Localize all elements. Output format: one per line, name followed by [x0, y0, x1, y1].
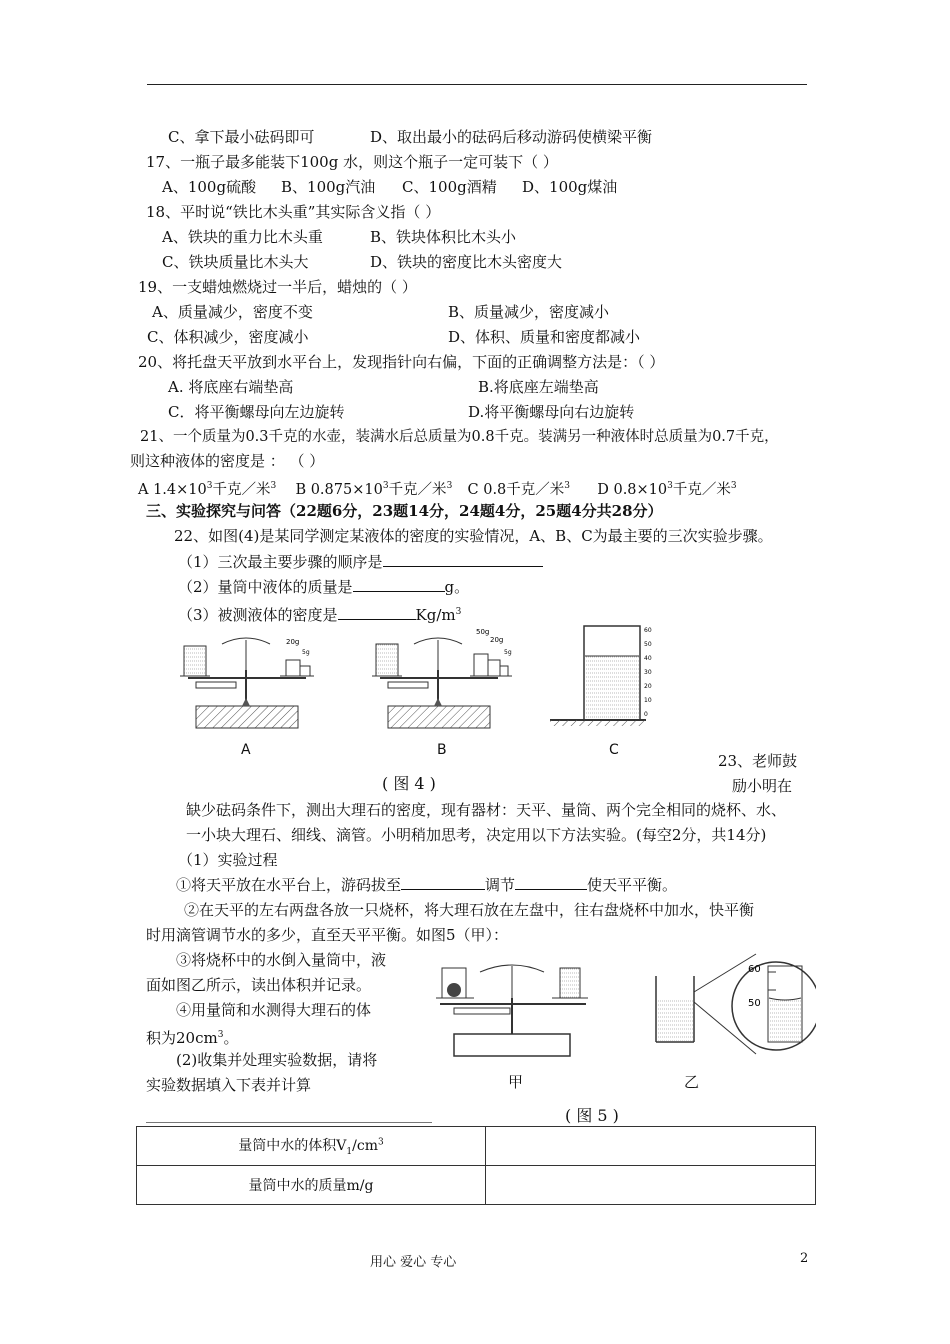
q23-step-4a: ④用量筒和水测得大理石的体: [176, 1001, 372, 1019]
q23-step-4b: 积为$20cm^3$。: [146, 1029, 239, 1047]
q19-option-c: C、体积减少，密度减小: [147, 328, 309, 346]
page-number: 2: [800, 1251, 809, 1266]
table-cell-mass[interactable]: [486, 1166, 816, 1205]
table-divider: [146, 1122, 432, 1123]
q23-stem-2: 励小明在: [732, 777, 793, 795]
mass-label-b-2: 20g: [490, 636, 504, 644]
table-row: [137, 1166, 816, 1205]
q23-step-3a: ③将烧杯中的水倒入量筒中，液: [176, 951, 387, 969]
q17-option-d: D、100g煤油: [522, 178, 618, 196]
balance-b: [372, 638, 512, 728]
balance-jia: [436, 965, 588, 1056]
q21-option-b: B $0.875\times 10^3$千克／米$^3$: [295, 481, 453, 498]
q23-part-1: （1）实验过程: [178, 851, 278, 869]
mass-label-b-3: 5g: [504, 649, 512, 656]
q21-options: [138, 476, 737, 500]
answer-blank[interactable]: [401, 875, 485, 890]
q17-stem: 17、一瓶子最多能装下100g 水，则这个瓶子一定可装下（ ）: [146, 153, 558, 171]
data-table: [136, 1126, 816, 1205]
q20-option-d: D.将平衡螺母向右边旋转: [468, 403, 635, 421]
table-row: [137, 1127, 816, 1166]
answer-blank[interactable]: [515, 875, 587, 890]
cylinder-tick-60: 60: [644, 627, 652, 634]
cylinder-tick-50: 50: [644, 641, 652, 648]
q23-stem-4: 一小块大理石、细线、滴管。小明稍加思考，决定用以下方法实验。(每空2分，共14分): [186, 826, 767, 844]
q21-option-a: A $1.4\times 10^3$千克／米$^3$: [138, 481, 277, 498]
q23-stem-3: 缺少砝码条件下，测出大理石的密度，现有器材：天平、量筒、两个完全相同的烧杯、水、: [186, 801, 787, 819]
q19-option-d: D、体积、质量和密度都减小: [448, 328, 641, 346]
q18-option-d: D、铁块的密度比木头密度大: [370, 253, 563, 271]
q22-part-2: （2）量筒中液体的质量是 g。: [178, 578, 470, 596]
q23-step-2a: ②在天平的左右两盘各放一只烧杯，将大理石放在左盘中，往右盘烧杯中加水，快平衡: [184, 901, 755, 919]
figure-4-label-a: A: [241, 742, 251, 758]
figure-5-caption: ( 图 5 ): [565, 1106, 619, 1125]
mass-label-a-1: 20g: [286, 638, 300, 646]
q17-option-b: B、100g汽油: [281, 178, 376, 196]
q22-part-1: （1）三次最主要步骤的顺序是: [178, 552, 543, 572]
table-label-volume: 量筒中水的体积$V_1/cm^3$: [137, 1127, 486, 1166]
q23-part-2b: 实验数据填入下表并计算: [146, 1076, 312, 1094]
answer-blank[interactable]: [353, 577, 445, 592]
q23-step-1: ①将天平放在水平台上，游码拔至 调节 使天平平衡。: [176, 876, 678, 894]
q22-stem: 22、如图(4)是某同学测定某液体的密度的实验情况，A、B、C为最主要的三次实验步骤。: [174, 527, 773, 545]
cylinder-tick-0: 0: [644, 711, 648, 718]
q23-stem-1: 23、老师鼓: [718, 752, 798, 770]
figure-5-diagram: [436, 944, 816, 1094]
q19-option-a: A、质量减少，密度不变: [152, 303, 313, 321]
q17-option-a: A、100g硫酸: [162, 178, 257, 196]
cylinder-tick-20: 20: [644, 683, 652, 690]
footer-motto: 用心 爱心 专心: [370, 1255, 457, 1270]
header-rule: [147, 84, 807, 85]
q23-step-2b: 时用滴管调节水的多少，直至天平平衡。如图5（甲）：: [146, 926, 509, 944]
answer-blank[interactable]: [338, 605, 416, 620]
mass-label-b-1: 50g: [476, 628, 490, 636]
cylinder-tick-10: 10: [644, 697, 652, 704]
q18-option-c: C、铁块质量比木头大: [162, 253, 309, 271]
zoom-tick-50: 50: [748, 998, 761, 1009]
q18-stem: 18、平时说“铁比木头重”其实际含义指（ ）: [146, 203, 441, 221]
q21-option-d: D $0.8\times 10^3$千克／米$^3$: [597, 481, 737, 498]
q18-option-a: A、铁块的重力比木头重: [162, 228, 323, 246]
section-3-heading: 三、实验探究与问答（22题6分，23题14分，24题4分，25题4分共28分）: [146, 502, 663, 520]
figure-4-label-c: C: [609, 742, 619, 758]
q19-option-b: B、质量减少，密度减小: [448, 303, 610, 321]
q20-option-b: B.将底座左端垫高: [478, 378, 599, 396]
q19-stem: 19、一支蜡烛燃烧过一半后，蜡烛的（ ）: [138, 278, 417, 296]
q23-step-3b: 面如图乙所示，读出体积并记录。: [146, 976, 372, 994]
table-cell-volume[interactable]: [486, 1127, 816, 1166]
q20-option-c: C．将平衡螺母向左边旋转: [168, 403, 345, 421]
figure-5-label-jia: 甲: [508, 1073, 524, 1091]
q16-option-c: C、拿下最小砝码即可: [168, 128, 315, 146]
figure-4-diagram: [176, 620, 666, 760]
zoom-tick-60: 60: [748, 964, 761, 975]
figure-4-label-b: B: [437, 742, 447, 758]
q20-option-a: A. 将底座右端垫高: [168, 378, 294, 396]
answer-blank[interactable]: [383, 552, 543, 567]
q16-option-d: D、取出最小的砝码后移动游码使横梁平衡: [370, 128, 653, 146]
q21-stem: 21、一个质量为0.3千克的水壶，装满水后总质量为0.8千克。装满另一种液体时总质量为0.7千克，: [140, 429, 779, 445]
balance-a: [180, 638, 314, 728]
table-label-mass: 量筒中水的质量m/g: [137, 1166, 486, 1205]
zoom-circle: [732, 962, 816, 1050]
q22-part-3: （3）被测液体的密度是 $Kg/m^3$: [178, 606, 462, 624]
q23-part-2a: (2)收集并处理实验数据，请将: [176, 1051, 378, 1069]
mass-label-a-2: 5g: [302, 649, 310, 656]
q21-stem-2: 则这种液体的密度是 ： （ ）: [130, 452, 325, 470]
q21-option-c: C 0.8千克／米$^3$: [467, 481, 571, 498]
q17-option-c: C、100g酒精: [402, 178, 497, 196]
figure-5-label-yi: 乙: [684, 1073, 700, 1091]
figure-4-caption: ( 图 4 ): [382, 774, 436, 793]
cylinder-tick-30: 30: [644, 669, 652, 676]
q20-stem: 20、将托盘天平放到水平台上，发现指针向右偏，下面的正确调整方法是：（ ）: [138, 353, 665, 371]
q18-option-b: B、铁块体积比木头小: [370, 228, 517, 246]
graduated-cylinder-c: [550, 626, 646, 726]
cylinder-tick-40: 40: [644, 655, 652, 662]
